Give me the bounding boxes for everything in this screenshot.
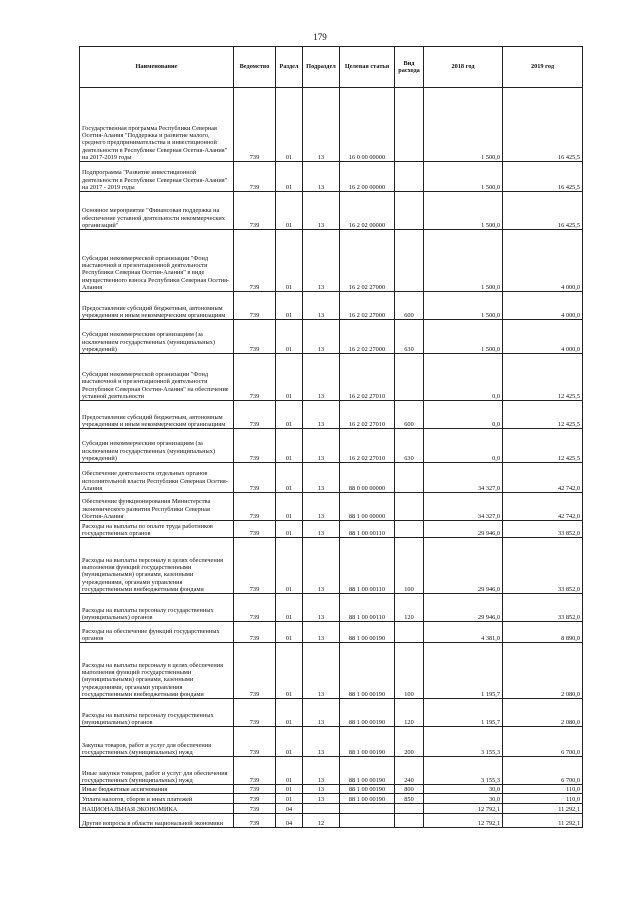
row-exp-type-cell	[395, 521, 424, 538]
row-section-cell: 01	[276, 320, 303, 354]
row-name-cell: Расходы на выплаты по оплате труда работников государственных органов	[80, 521, 234, 538]
row-2018-cell: 29 946,0	[424, 594, 503, 622]
row-section-cell: 01	[276, 401, 303, 429]
row-section-cell: 04	[276, 814, 303, 828]
row-2018-cell: 3 155,3	[424, 727, 503, 757]
row-exp-type-cell	[395, 493, 424, 521]
row-section-cell: 01	[276, 463, 303, 493]
row-section-cell: 01	[276, 794, 303, 804]
row-subsection-cell: 13	[303, 493, 340, 521]
table-row	[80, 292, 583, 320]
row-target-cell: 88 1 00 00190	[340, 643, 395, 699]
row-section-cell: 01	[276, 785, 303, 794]
table-row	[80, 192, 583, 230]
row-2018-cell: 1 195,7	[424, 699, 503, 727]
row-name-cell: Субсидии некоммерческим организациям (за исключением государственных (муниципальных) учреждений)	[80, 320, 234, 354]
header-2018: 2018 год	[424, 47, 503, 88]
row-name-cell: Другие вопросы в области национальной экономики	[80, 814, 234, 828]
row-exp-type-cell: 630	[395, 320, 424, 354]
row-exp-type-cell	[395, 88, 424, 162]
row-name-cell: Расходы на выплаты персоналу в целях обеспечения выполнения функций государственными (муниципальными) органами, казенными учреждениями, органами управления государственными внебюджетными фондами	[80, 643, 234, 699]
row-subsection-cell: 13	[303, 622, 340, 643]
table-row	[80, 162, 583, 192]
table-row	[80, 794, 583, 804]
row-2019-cell: 6 700,0	[503, 757, 583, 785]
row-2019-cell: 11 292,1	[503, 804, 583, 814]
table-row	[80, 354, 583, 401]
header-section: Раздел	[276, 47, 303, 88]
row-2018-cell: 12 792,1	[424, 804, 503, 814]
row-subsection-cell: 13	[303, 292, 340, 320]
row-exp-type-cell: 850	[395, 794, 424, 804]
row-dept-cell: 739	[234, 785, 276, 794]
row-name-cell: Расходы на выплаты персоналу государственных (муниципальных) органов	[80, 594, 234, 622]
row-2018-cell: 0,0	[424, 354, 503, 401]
row-section-cell: 01	[276, 727, 303, 757]
row-target-cell: 88 1 00 00190	[340, 794, 395, 804]
row-2019-cell: 16 425,5	[503, 88, 583, 162]
table-row	[80, 401, 583, 429]
row-target-cell	[340, 814, 395, 828]
row-section-cell: 01	[276, 622, 303, 643]
row-section-cell: 01	[276, 757, 303, 785]
row-section-cell: 01	[276, 354, 303, 401]
row-section-cell: 01	[276, 699, 303, 727]
row-exp-type-cell: 200	[395, 727, 424, 757]
row-exp-type-cell: 800	[395, 785, 424, 794]
table-header-row	[80, 47, 583, 88]
row-target-cell: 88 1 00 00110	[340, 594, 395, 622]
row-name-cell: Предоставление субсидий бюджетным, автономным учреждениям и иным некоммерческим организациям	[80, 292, 234, 320]
row-exp-type-cell	[395, 463, 424, 493]
row-subsection-cell: 13	[303, 162, 340, 192]
row-subsection-cell: 13	[303, 354, 340, 401]
row-2018-cell: 4 381,0	[424, 622, 503, 643]
row-section-cell: 01	[276, 538, 303, 594]
row-exp-type-cell: 100	[395, 643, 424, 699]
row-subsection-cell: 13	[303, 594, 340, 622]
row-name-cell: Субсидии некоммерческой организации "Фонд выставочной и презентационной деятельности Республики Северная Осетия-Алания" на обеспечение уставной деятельности	[80, 354, 234, 401]
table-row	[80, 785, 583, 794]
row-name-cell: Уплата налогов, сборов и иных платежей	[80, 794, 234, 804]
row-dept-cell: 739	[234, 354, 276, 401]
row-name-cell: Основное мероприятие "Финансовая поддержка на обеспечение уставной деятельности некоммерческих организаций"	[80, 192, 234, 230]
row-subsection-cell	[303, 804, 340, 814]
row-name-cell: Расходы на выплаты персоналу в целях обеспечения выполнения функций государственными (муниципальными) органами, казенными учреждениями, органами управления государственными внебюджетными фондами	[80, 538, 234, 594]
row-target-cell	[340, 804, 395, 814]
row-2019-cell: 33 852,0	[503, 594, 583, 622]
row-2019-cell: 33 852,0	[503, 521, 583, 538]
row-target-cell: 88 1 00 00190	[340, 622, 395, 643]
row-2019-cell: 2 080,0	[503, 643, 583, 699]
row-2019-cell: 4 000,0	[503, 230, 583, 292]
row-2019-cell: 16 425,5	[503, 162, 583, 192]
row-2019-cell: 12 425,5	[503, 354, 583, 401]
row-2018-cell: 29 946,0	[424, 538, 503, 594]
table-row	[80, 463, 583, 493]
row-2018-cell: 34 327,0	[424, 493, 503, 521]
row-subsection-cell: 13	[303, 463, 340, 493]
table-row	[80, 594, 583, 622]
row-2018-cell: 0,0	[424, 401, 503, 429]
row-2018-cell: 1 500,0	[424, 192, 503, 230]
table-row	[80, 493, 583, 521]
row-subsection-cell: 13	[303, 429, 340, 463]
row-dept-cell: 739	[234, 401, 276, 429]
header-exp-type: Вид расхода	[395, 47, 424, 88]
row-2018-cell: 30,0	[424, 785, 503, 794]
row-dept-cell: 739	[234, 594, 276, 622]
table-row	[80, 320, 583, 354]
row-2018-cell: 12 792,1	[424, 814, 503, 828]
row-dept-cell: 739	[234, 538, 276, 594]
row-name-cell: Обеспечение деятельности отдельных органов исполнительной власти Республики Северная Осетия-Алания	[80, 463, 234, 493]
row-name-cell: Обеспечение функционирования Министерства экономического развития Республики Северная Осетия-Алания	[80, 493, 234, 521]
row-dept-cell: 739	[234, 643, 276, 699]
table-row	[80, 622, 583, 643]
table-row	[80, 757, 583, 785]
row-subsection-cell: 13	[303, 88, 340, 162]
row-dept-cell: 739	[234, 804, 276, 814]
row-name-cell: Предоставление субсидий бюджетным, автономным учреждениям и иным некоммерческим организациям	[80, 401, 234, 429]
row-dept-cell: 739	[234, 794, 276, 804]
header-target: Целевая статья	[340, 47, 395, 88]
row-section-cell: 01	[276, 230, 303, 292]
row-dept-cell: 739	[234, 757, 276, 785]
page-number: 179	[313, 32, 327, 42]
row-exp-type-cell	[395, 230, 424, 292]
row-2019-cell: 12 425,5	[503, 401, 583, 429]
row-2018-cell: 3 155,3	[424, 757, 503, 785]
header-dept: Ведомство	[234, 47, 276, 88]
row-dept-cell: 739	[234, 429, 276, 463]
row-target-cell: 88 1 00 00110	[340, 521, 395, 538]
row-dept-cell: 739	[234, 292, 276, 320]
row-target-cell: 16 2 02 27010	[340, 429, 395, 463]
row-dept-cell: 739	[234, 814, 276, 828]
budget-table	[79, 46, 583, 828]
table-row	[80, 521, 583, 538]
row-section-cell: 01	[276, 521, 303, 538]
row-target-cell: 16 2 02 27000	[340, 320, 395, 354]
row-name-cell: Закупка товаров, работ и услуг для обеспечения государственных (муниципальных) нужд	[80, 727, 234, 757]
row-section-cell: 01	[276, 643, 303, 699]
row-exp-type-cell	[395, 622, 424, 643]
row-subsection-cell: 13	[303, 192, 340, 230]
row-2019-cell: 11 292,1	[503, 814, 583, 828]
row-section-cell: 01	[276, 292, 303, 320]
row-exp-type-cell: 120	[395, 594, 424, 622]
row-dept-cell: 739	[234, 622, 276, 643]
row-target-cell: 16 2 02 27000	[340, 292, 395, 320]
row-exp-type-cell: 100	[395, 538, 424, 594]
row-name-cell: Субсидии некоммерческой организации "Фонд выставочной и презентационной деятельности Республики Северная Осетия-Алания" в виде имущественного взноса Республики Северная Осетия-Алания	[80, 230, 234, 292]
header-name: Наименование	[80, 47, 234, 88]
table-row	[80, 88, 583, 162]
row-target-cell: 88 1 00 00000	[340, 493, 395, 521]
header-subsection: Подраздел	[303, 47, 340, 88]
table-row	[80, 643, 583, 699]
row-target-cell: 88 1 00 00190	[340, 699, 395, 727]
row-2018-cell: 30,0	[424, 794, 503, 804]
row-subsection-cell: 13	[303, 699, 340, 727]
row-subsection-cell: 12	[303, 814, 340, 828]
row-exp-type-cell	[395, 804, 424, 814]
row-subsection-cell: 13	[303, 727, 340, 757]
row-2019-cell: 110,0	[503, 794, 583, 804]
row-2019-cell: 110,0	[503, 785, 583, 794]
row-2019-cell: 33 852,0	[503, 538, 583, 594]
row-2019-cell: 42 742,0	[503, 493, 583, 521]
row-target-cell: 88 1 00 00190	[340, 757, 395, 785]
row-2018-cell: 1 500,0	[424, 320, 503, 354]
row-exp-type-cell	[395, 162, 424, 192]
row-target-cell: 16 2 02 27000	[340, 230, 395, 292]
row-2019-cell: 8 890,0	[503, 622, 583, 643]
row-exp-type-cell	[395, 814, 424, 828]
row-section-cell: 01	[276, 88, 303, 162]
row-target-cell: 88 1 00 00190	[340, 727, 395, 757]
row-target-cell: 88 0 00 00000	[340, 463, 395, 493]
row-section-cell: 01	[276, 429, 303, 463]
row-dept-cell: 739	[234, 88, 276, 162]
row-subsection-cell: 13	[303, 401, 340, 429]
row-subsection-cell: 13	[303, 320, 340, 354]
row-dept-cell: 739	[234, 699, 276, 727]
table-row	[80, 814, 583, 828]
row-exp-type-cell: 600	[395, 401, 424, 429]
row-dept-cell: 739	[234, 230, 276, 292]
row-dept-cell: 739	[234, 192, 276, 230]
row-dept-cell: 739	[234, 463, 276, 493]
row-2018-cell: 1 500,0	[424, 292, 503, 320]
row-section-cell: 01	[276, 493, 303, 521]
row-2019-cell: 4 000,0	[503, 320, 583, 354]
row-subsection-cell: 13	[303, 785, 340, 794]
table-row	[80, 699, 583, 727]
row-dept-cell: 739	[234, 727, 276, 757]
row-name-cell: НАЦИОНАЛЬНАЯ ЭКОНОМИКА	[80, 804, 234, 814]
row-target-cell: 16 2 00 00000	[340, 162, 395, 192]
row-section-cell: 01	[276, 192, 303, 230]
row-2018-cell: 1 500,0	[424, 162, 503, 192]
row-exp-type-cell: 600	[395, 292, 424, 320]
row-2018-cell: 29 946,0	[424, 521, 503, 538]
row-name-cell: Иные бюджетные ассигнования	[80, 785, 234, 794]
row-exp-type-cell	[395, 354, 424, 401]
row-exp-type-cell: 120	[395, 699, 424, 727]
row-subsection-cell: 13	[303, 757, 340, 785]
row-target-cell: 16 0 00 00000	[340, 88, 395, 162]
row-2018-cell: 34 327,0	[424, 463, 503, 493]
row-name-cell: Субсидии некоммерческим организациям (за исключением государственных (муниципальных) учреждений)	[80, 429, 234, 463]
row-name-cell: Расходы на выплаты персоналу государственных (муниципальных) органов	[80, 699, 234, 727]
table-body	[80, 88, 583, 828]
row-name-cell: Государственная программа Республики Северная Осетия-Алания "Поддержка и развитие малого, среднего предпринимательства и инвестиционной деятельности в Республике Северная Осетия-Алания" на 2017-2019 годы	[80, 88, 234, 162]
row-name-cell: Расходы на обеспечение функций государственных органов	[80, 622, 234, 643]
table-row	[80, 429, 583, 463]
row-target-cell: 16 2 02 00000	[340, 192, 395, 230]
row-section-cell: 01	[276, 162, 303, 192]
row-2019-cell: 16 425,5	[503, 192, 583, 230]
row-2019-cell: 42 742,0	[503, 463, 583, 493]
header-2019: 2019 год	[503, 47, 583, 88]
row-target-cell: 88 1 00 00110	[340, 538, 395, 594]
row-2019-cell: 2 080,0	[503, 699, 583, 727]
row-dept-cell: 739	[234, 162, 276, 192]
row-target-cell: 16 2 02 27010	[340, 354, 395, 401]
row-2018-cell: 1 195,7	[424, 643, 503, 699]
table-row	[80, 538, 583, 594]
row-dept-cell: 739	[234, 493, 276, 521]
row-2019-cell: 12 425,5	[503, 429, 583, 463]
row-section-cell: 04	[276, 804, 303, 814]
row-2019-cell: 4 000,0	[503, 292, 583, 320]
row-subsection-cell: 13	[303, 643, 340, 699]
row-subsection-cell: 13	[303, 794, 340, 804]
row-name-cell: Подпрограмма "Развитие инвестиционной деятельности в Республике Северная Осетия-Алания" на 2017 - 2019 годы	[80, 162, 234, 192]
row-dept-cell: 739	[234, 521, 276, 538]
row-2018-cell: 1 500,0	[424, 88, 503, 162]
row-subsection-cell: 13	[303, 230, 340, 292]
table-row	[80, 230, 583, 292]
row-subsection-cell: 13	[303, 538, 340, 594]
row-target-cell: 16 2 02 27010	[340, 401, 395, 429]
table-row	[80, 804, 583, 814]
row-dept-cell: 739	[234, 320, 276, 354]
table-row	[80, 727, 583, 757]
row-section-cell: 01	[276, 594, 303, 622]
row-2018-cell: 0,0	[424, 429, 503, 463]
row-name-cell: Иные закупки товаров, работ и услуг для обеспечения государственных (муниципальных) нужд	[80, 757, 234, 785]
row-subsection-cell: 13	[303, 521, 340, 538]
row-target-cell: 88 1 00 00190	[340, 785, 395, 794]
row-2019-cell: 6 700,0	[503, 727, 583, 757]
row-exp-type-cell: 630	[395, 429, 424, 463]
row-exp-type-cell: 240	[395, 757, 424, 785]
row-exp-type-cell	[395, 192, 424, 230]
row-2018-cell: 1 500,0	[424, 230, 503, 292]
